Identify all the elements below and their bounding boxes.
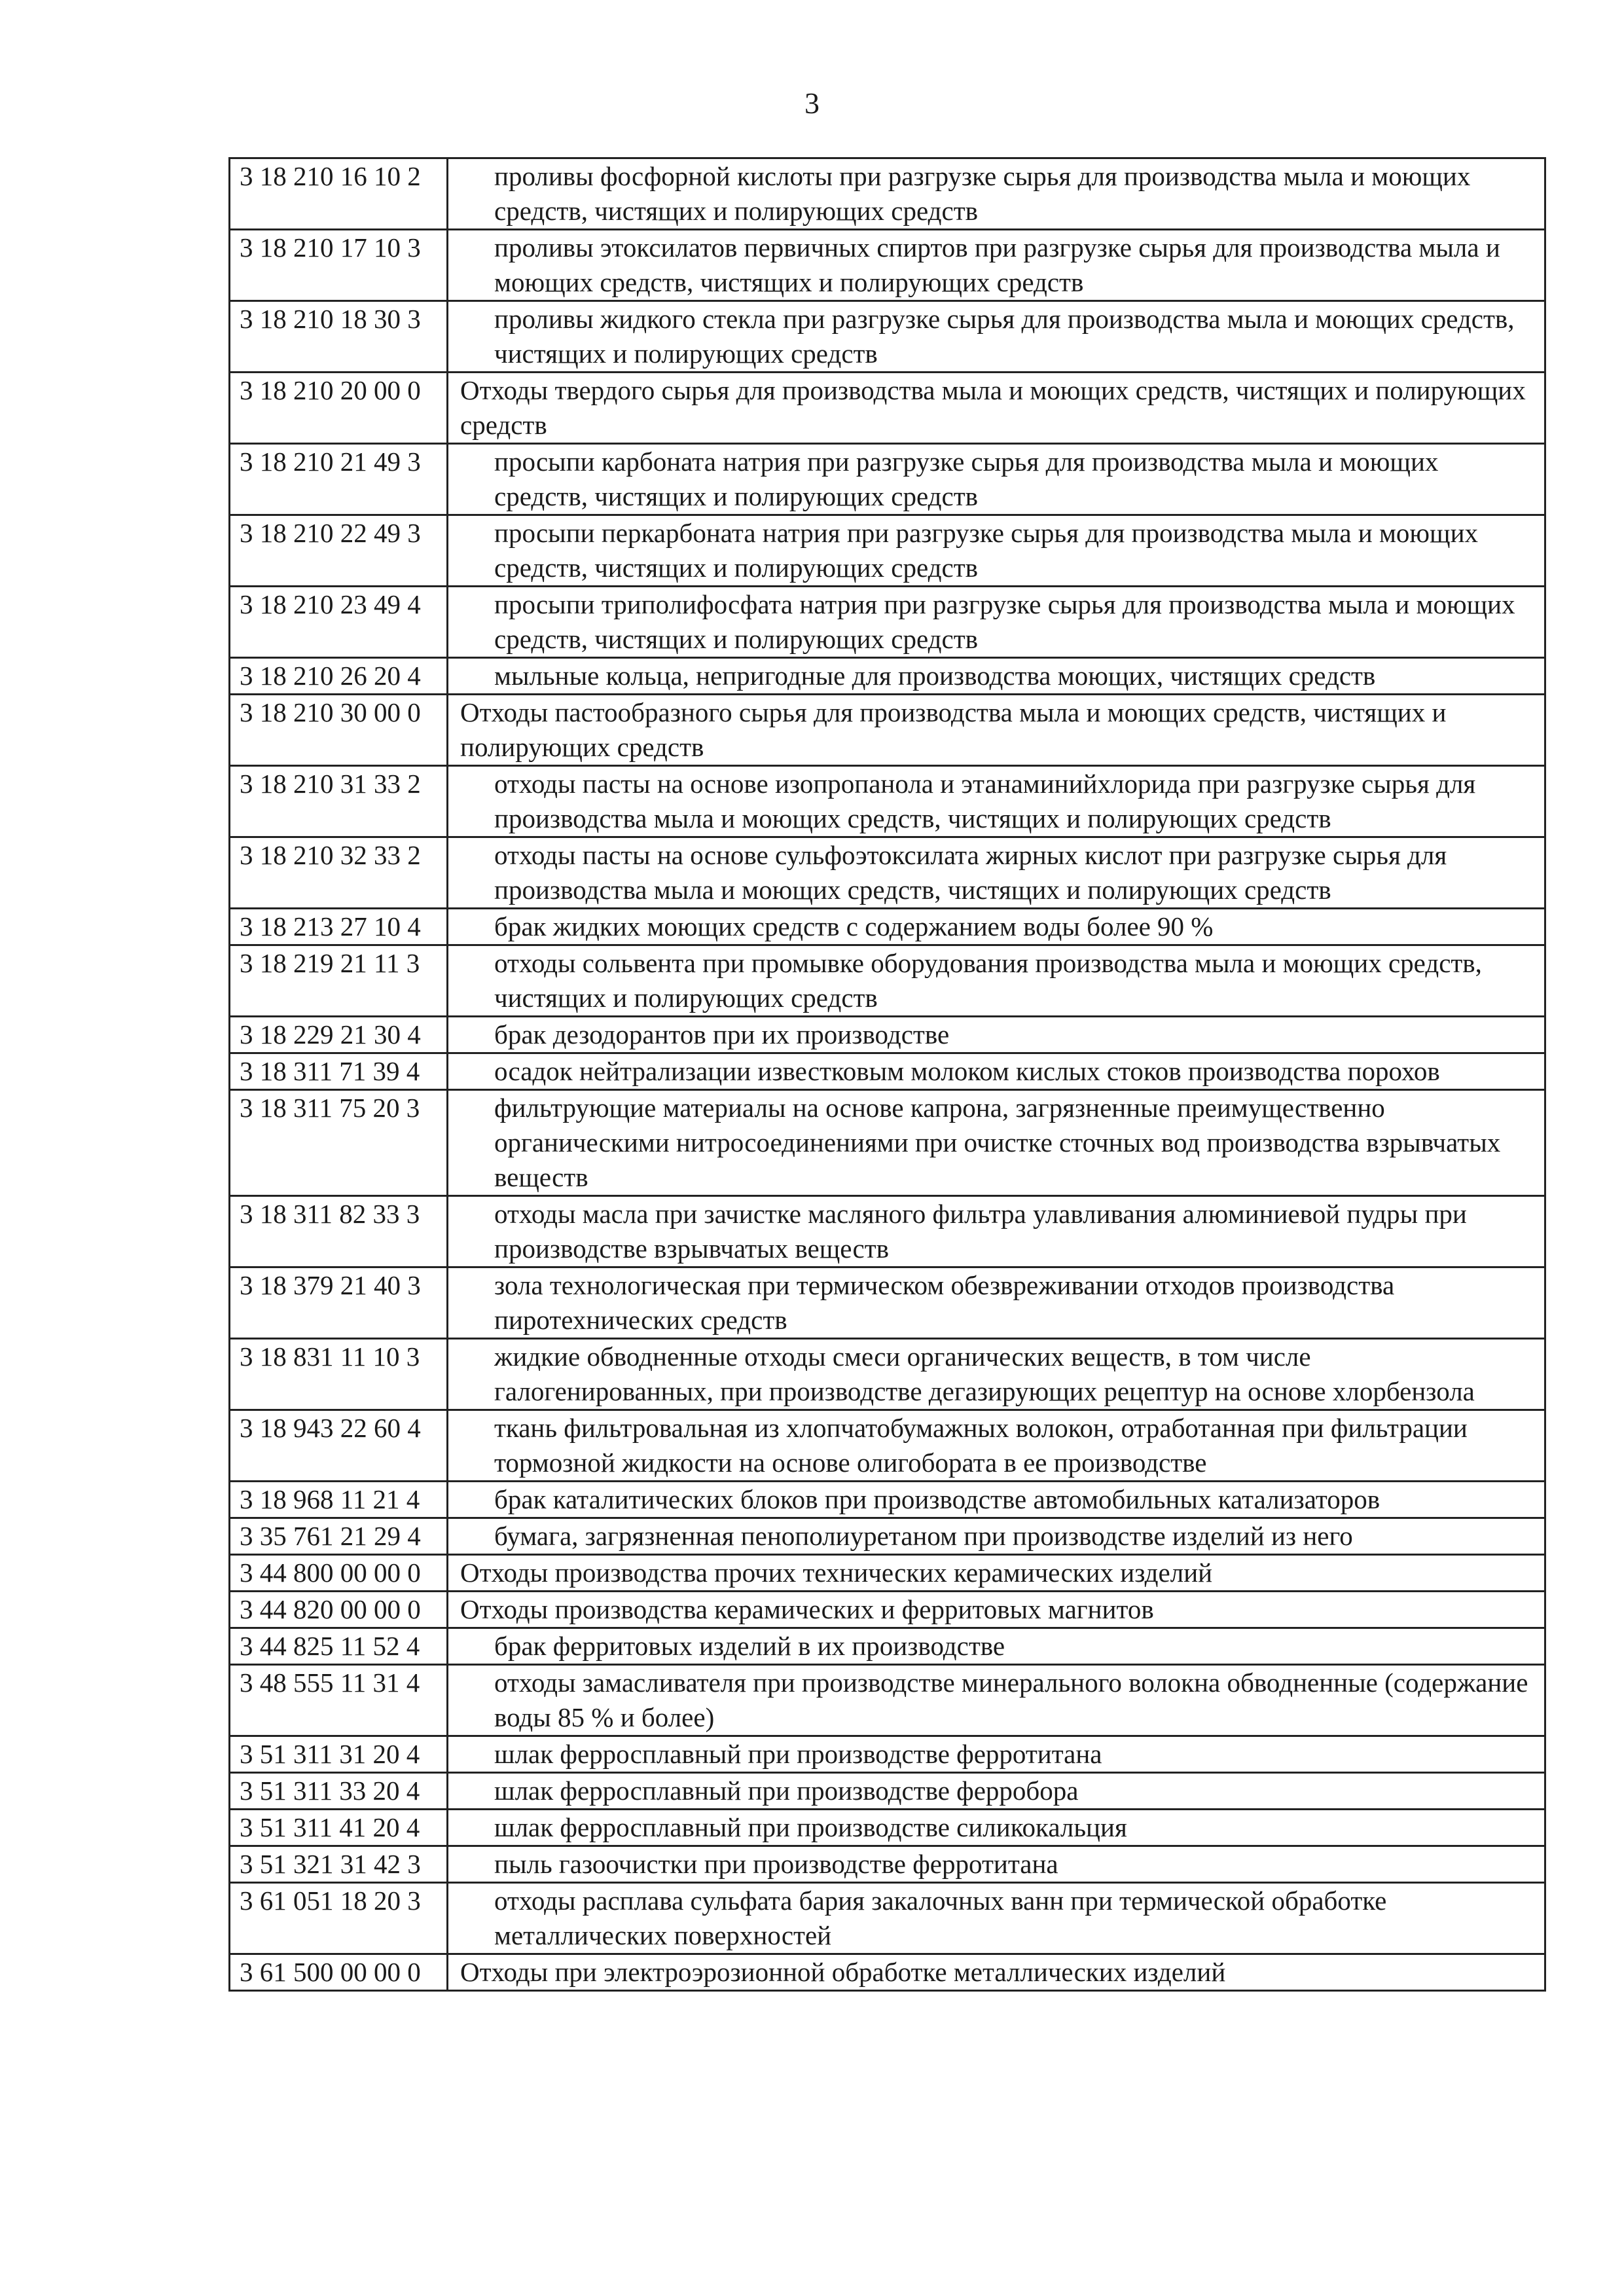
table-row — [230, 945, 1545, 1017]
waste-code-cell: 3 51 321 31 42 3 — [230, 1846, 448, 1883]
table-row — [230, 1482, 1545, 1518]
waste-name-cell: отходы масла при зачистке масляного фильтра улавливания алюминиевой пудры при производстве взрывчатых веществ — [448, 1196, 1545, 1267]
table-row — [230, 1846, 1545, 1883]
waste-code-cell: 3 18 210 26 20 4 — [230, 658, 448, 695]
waste-name-cell: Отходы пастообразного сырья для производства мыла и моющих средств, чистящих и полирующих средств — [448, 695, 1545, 766]
waste-name-cell: фильтрующие материалы на основе капрона, загрязненные преимущественно органическими нитросоединениями при очистке сточных вод производства взрывчатых веществ — [448, 1090, 1545, 1196]
table-row-group — [230, 1555, 1545, 1592]
waste-name-cell: брак ферритовых изделий в их производстве — [448, 1628, 1545, 1665]
waste-code-cell: 3 44 820 00 00 0 — [230, 1592, 448, 1628]
waste-name-cell: проливы жидкого стекла при разгрузке сырья для производства мыла и моющих средств, чистящих и полирующих средств — [448, 301, 1545, 373]
waste-code-cell: 3 35 761 21 29 4 — [230, 1518, 448, 1555]
table-row — [230, 1883, 1545, 1954]
table-body — [230, 158, 1545, 1991]
waste-name-cell: просыпи карбоната натрия при разгрузке сырья для производства мыла и моющих средств, чистящих и полирующих средств — [448, 444, 1545, 515]
table-row — [230, 1518, 1545, 1555]
table-row — [230, 301, 1545, 373]
table-row — [230, 658, 1545, 695]
waste-code-cell: 3 18 210 21 49 3 — [230, 444, 448, 515]
table-row — [230, 1736, 1545, 1773]
table-row — [230, 1665, 1545, 1736]
waste-code-cell: 3 18 210 17 10 3 — [230, 230, 448, 301]
table-row — [230, 1017, 1545, 1053]
waste-name-cell: отходы пасты на основе изопропанола и этанаминийхлорида при разгрузке сырья для производства мыла и моющих средств, чистящих и полирующих средств — [448, 766, 1545, 837]
waste-code-cell: 3 18 210 18 30 3 — [230, 301, 448, 373]
table-row — [230, 1053, 1545, 1090]
waste-name-cell: осадок нейтрализации известковым молоком кислых стоков производства порохов — [448, 1053, 1545, 1090]
waste-name-cell: отходы замасливателя при производстве минерального волокна обводненные (содержание воды 85 % и более) — [448, 1665, 1545, 1736]
waste-code-cell: 3 44 825 11 52 4 — [230, 1628, 448, 1665]
waste-name-cell: просыпи перкарбоната натрия при разгрузке сырья для производства мыла и моющих средств, чистящих и полирующих средств — [448, 515, 1545, 587]
waste-name-cell: брак жидких моющих средств с содержанием воды более 90 % — [448, 909, 1545, 945]
waste-code-cell: 3 18 229 21 30 4 — [230, 1017, 448, 1053]
table-row — [230, 230, 1545, 301]
waste-code-cell: 3 18 210 30 00 0 — [230, 695, 448, 766]
table-row — [230, 766, 1545, 837]
waste-name-cell: ткань фильтровальная из хлопчатобумажных волокон, отработанная при фильтрации тормозной жидкости на основе олигобората в ее производстве — [448, 1410, 1545, 1482]
waste-name-cell: шлак ферросплавный при производстве ферротитана — [448, 1736, 1545, 1773]
table-row — [230, 1410, 1545, 1482]
waste-code-cell: 3 61 051 18 20 3 — [230, 1883, 448, 1954]
waste-code-cell: 3 18 943 22 60 4 — [230, 1410, 448, 1482]
waste-code-cell: 3 18 311 75 20 3 — [230, 1090, 448, 1196]
waste-code-cell: 3 18 379 21 40 3 — [230, 1267, 448, 1339]
waste-code-cell: 3 61 500 00 00 0 — [230, 1954, 448, 1991]
waste-name-cell: бумага, загрязненная пенополиуретаном при производстве изделий из него — [448, 1518, 1545, 1555]
page-number: 3 — [804, 86, 820, 120]
waste-name-cell: Отходы производства прочих технических керамических изделий — [448, 1555, 1545, 1592]
waste-code-cell: 3 51 311 41 20 4 — [230, 1810, 448, 1846]
waste-name-cell: пыль газоочистки при производстве ферротитана — [448, 1846, 1545, 1883]
waste-code-cell: 3 18 831 11 10 3 — [230, 1339, 448, 1410]
waste-code-cell: 3 18 311 71 39 4 — [230, 1053, 448, 1090]
table-row — [230, 1196, 1545, 1267]
waste-code-cell: 3 18 210 20 00 0 — [230, 373, 448, 444]
table-row — [230, 158, 1545, 230]
waste-code-cell: 3 18 213 27 10 4 — [230, 909, 448, 945]
waste-code-cell: 3 18 210 16 10 2 — [230, 158, 448, 230]
waste-name-cell: Отходы твердого сырья для производства мыла и моющих средств, чистящих и полирующих средств — [448, 373, 1545, 444]
waste-code-cell: 3 18 311 82 33 3 — [230, 1196, 448, 1267]
table-row — [230, 909, 1545, 945]
table-row-group — [230, 1954, 1545, 1991]
waste-name-cell: брак каталитических блоков при производстве автомобильных катализаторов — [448, 1482, 1545, 1518]
table-row — [230, 1090, 1545, 1196]
table-row-group — [230, 1592, 1545, 1628]
waste-code-cell: 3 18 210 31 33 2 — [230, 766, 448, 837]
waste-name-cell: просыпи триполифосфата натрия при разгрузке сырья для производства мыла и моющих средств, чистящих и полирующих средств — [448, 587, 1545, 658]
waste-name-cell: отходы расплава сульфата бария закалочных ванн при термической обработке металлических поверхностей — [448, 1883, 1545, 1954]
waste-name-cell: проливы фосфорной кислоты при разгрузке сырья для производства мыла и моющих средств, чистящих и полирующих средств — [448, 158, 1545, 230]
waste-code-cell: 3 18 210 32 33 2 — [230, 837, 448, 909]
waste-name-cell: зола технологическая при термическом обезвреживании отходов производства пиротехнических средств — [448, 1267, 1545, 1339]
table-row-group — [230, 373, 1545, 444]
waste-name-cell: мыльные кольца, непригодные для производства моющих, чистящих средств — [448, 658, 1545, 695]
waste-name-cell: шлак ферросплавный при производстве силикокальция — [448, 1810, 1545, 1846]
waste-name-cell: шлак ферросплавный при производстве ферробора — [448, 1773, 1545, 1810]
table-row — [230, 1773, 1545, 1810]
waste-code-cell: 3 51 311 33 20 4 — [230, 1773, 448, 1810]
waste-code-cell: 3 51 311 31 20 4 — [230, 1736, 448, 1773]
table-row — [230, 837, 1545, 909]
waste-name-cell: жидкие обводненные отходы смеси органических веществ, в том числе галогенированных, при производстве дегазирующих рецептур на основе хлорбензола — [448, 1339, 1545, 1410]
waste-code-cell: 3 18 210 22 49 3 — [230, 515, 448, 587]
table-row — [230, 444, 1545, 515]
waste-classification-table — [228, 157, 1546, 1992]
table-row — [230, 1810, 1545, 1846]
table-row — [230, 587, 1545, 658]
waste-name-cell: отходы сольвента при промывке оборудования производства мыла и моющих средств, чистящих и полирующих средств — [448, 945, 1545, 1017]
waste-code-cell: 3 48 555 11 31 4 — [230, 1665, 448, 1736]
waste-code-cell: 3 18 210 23 49 4 — [230, 587, 448, 658]
waste-name-cell: отходы пасты на основе сульфоэтоксилата жирных кислот при разгрузке сырья для производства мыла и моющих средств, чистящих и полирующих средств — [448, 837, 1545, 909]
waste-name-cell: брак дезодорантов при их производстве — [448, 1017, 1545, 1053]
waste-code-cell: 3 18 968 11 21 4 — [230, 1482, 448, 1518]
waste-code-cell: 3 44 800 00 00 0 — [230, 1555, 448, 1592]
table-row — [230, 1267, 1545, 1339]
waste-name-cell: Отходы производства керамических и ферритовых магнитов — [448, 1592, 1545, 1628]
table-row-group — [230, 695, 1545, 766]
waste-name-cell: проливы этоксилатов первичных спиртов при разгрузке сырья для производства мыла и моющих средств, чистящих и полирующих средств — [448, 230, 1545, 301]
table-row — [230, 515, 1545, 587]
waste-code-cell: 3 18 219 21 11 3 — [230, 945, 448, 1017]
table-row — [230, 1339, 1545, 1410]
table-row — [230, 1628, 1545, 1665]
waste-name-cell: Отходы при электроэрозионной обработке металлических изделий — [448, 1954, 1545, 1991]
